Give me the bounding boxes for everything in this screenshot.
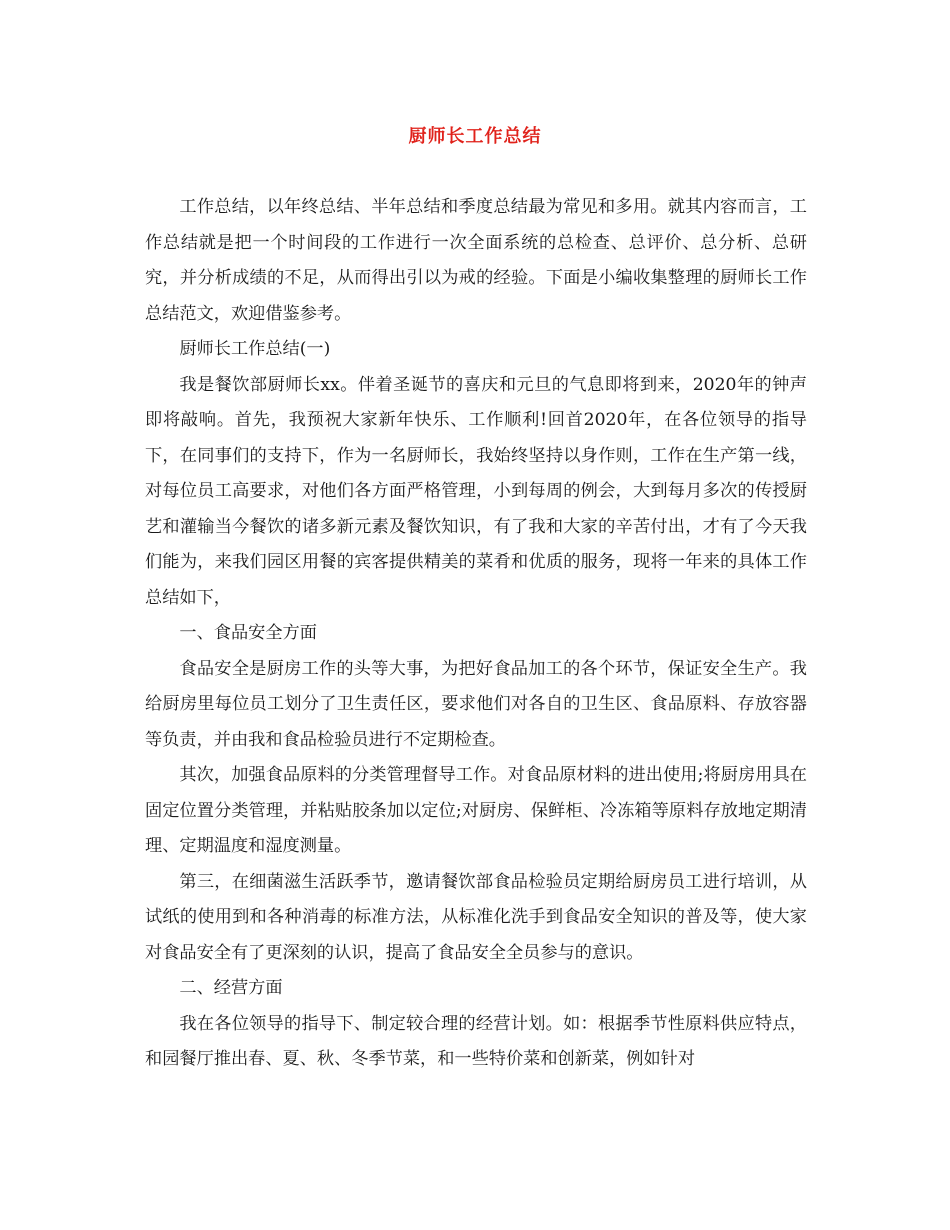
paragraph-opening: 我是餐饮部厨师长xx。伴着圣诞节的喜庆和元旦的气息即将到来，2020年的钟声即将敲响。首先，我预祝大家新年快乐、工作顺利!回首2020年，在各位领导的指导下，在同事们的支持下，作为一名厨师长，我始终坚持以身作则，工作在生产第一线，对每位员工高要求，对他们各方面严格管理，小到每周的例会，大到每月多次的传授厨艺和灌输当今餐饮的诸多新元素及餐饮知识，有了我和大家的辛苦付出，才有了今天我们能为，来我们园区用餐的宾客提供精美的菜肴和优质的服务，现将一年来的具体工作总结如下，	[145, 374, 807, 608]
paragraph-food-safety-3: 第三，在细菌滋生活跃季节，邀请餐饮部食品检验员定期给厨房员工进行培训，从试纸的使用到和各种消毒的标准方法，从标准化洗手到食品安全知识的普及等，使大家对食品安全有了更深刻的认识，提高了食品安全全员参与的意识。	[145, 871, 807, 963]
paragraph-intro: 工作总结，以年终总结、半年总结和季度总结最为常见和多用。就其内容而言，工作总结就是把一个时间段的工作进行一次全面系统的总检查、总评价、总分析、总研究，并分析成绩的不足，从而得出引以为戒的经验。下面是小编收集整理的厨师长工作总结范文，欢迎借鉴参考。	[145, 197, 807, 324]
section-heading-part-one: 厨师长工作总结(一)	[179, 339, 331, 359]
paragraph-food-safety-1: 食品安全是厨房工作的头等大事，为把好食品加工的各个环节，保证安全生产。我给厨房里每位员工划分了卫生责任区，要求他们对各自的卫生区、食品原料、存放容器等负责，并由我和食品检验员进行不定期检查。	[145, 658, 807, 750]
paragraph-food-safety-2: 其次，加强食品原料的分类管理督导工作。对食品原材料的进出使用;将厨房用具在固定位置分类管理，并粘贴胶条加以定位;对厨房、保鲜柜、冷冻箱等原料存放地定期清理、定期温度和湿度测量。	[145, 765, 807, 856]
document-body	[145, 190, 807, 1078]
section-heading-operations: 二、经营方面	[179, 978, 283, 998]
document-title: 厨师长工作总结	[408, 126, 542, 147]
paragraph-operations-1: 我在各位领导的指导下、制定较合理的经营计划。如：根据季节性原料供应特点，和园餐厅推出春、夏、秋、冬季节菜，和一些特价菜和创新菜，例如针对	[145, 1013, 807, 1069]
section-heading-food-safety: 一、食品安全方面	[179, 623, 317, 643]
